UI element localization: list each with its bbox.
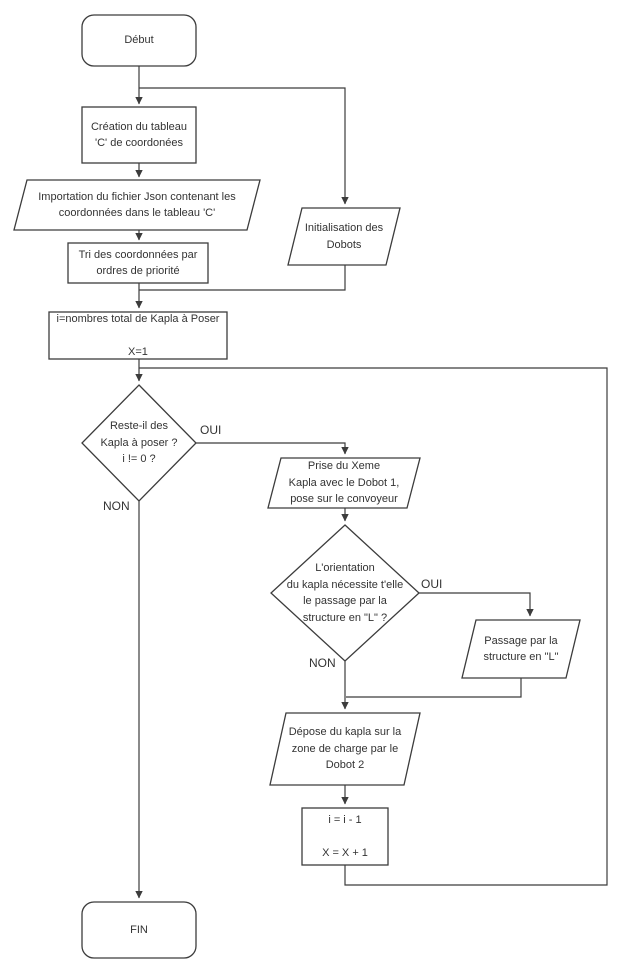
node-decision-orientation-shape bbox=[271, 525, 419, 661]
edge-decision1-oui-to-prise bbox=[196, 443, 345, 454]
node-depose-kapla-shape bbox=[270, 713, 420, 785]
node-import-json-label: Importation du fichier Json contenant les coordonnées dans le tableau 'C' bbox=[38, 190, 236, 219]
node-init-dobots-shape bbox=[288, 208, 400, 265]
node-sort-coords-label: Tri des coordonnées par ordres de priorité bbox=[78, 248, 198, 277]
node-decision-orientation-label: L'orientation du kapla nécessite t'elle le passage par la structure en "L" ? bbox=[286, 562, 404, 624]
edge-label-orientation-non: NON bbox=[309, 656, 336, 670]
node-depose-kapla-label: Dépose du kapla sur la zone de charge par le Dobot 2 bbox=[288, 726, 402, 772]
node-import-json-shape bbox=[14, 180, 260, 230]
edge-passage-merge bbox=[346, 678, 521, 697]
node-end-label: FIN bbox=[130, 923, 148, 936]
edge-decision2-oui-to-passage bbox=[419, 593, 530, 616]
node-prise-kapla-label: Prise du Xeme Kapla avec le Dobot 1, pose sur le convoyeur bbox=[288, 460, 400, 506]
node-decision-remaining-shape bbox=[82, 385, 196, 501]
node-sort-coords-shape bbox=[68, 243, 208, 283]
flow-nodes bbox=[14, 15, 580, 958]
node-decrement-shape bbox=[302, 808, 388, 865]
node-init-dobots-label: Initialisation des Dobots bbox=[304, 222, 384, 251]
edge-label-remaining-non: NON bbox=[103, 499, 130, 513]
node-init-vars-label: i=nombres total de Kapla à Poser X=1 bbox=[56, 312, 220, 358]
edge-label-orientation-oui: OUI bbox=[421, 577, 443, 591]
node-create-array-label: Création du tableau 'C' de coordonées bbox=[90, 120, 187, 149]
node-create-array-shape bbox=[82, 107, 196, 163]
node-passage-l-label: Passage par la structure en "L" bbox=[483, 634, 559, 663]
node-passage-l-shape bbox=[462, 620, 580, 678]
node-end-shape bbox=[82, 902, 196, 958]
edge-label-remaining-oui: OUI bbox=[200, 423, 222, 437]
node-decrement-label: i = i - 1 X = X + 1 bbox=[322, 813, 368, 859]
node-start-shape bbox=[82, 15, 196, 66]
node-decision-remaining-label: Reste-il des Kapla à poser ? i != 0 ? bbox=[100, 420, 178, 466]
node-start-label: Début bbox=[124, 34, 154, 47]
node-prise-kapla-shape bbox=[268, 458, 420, 508]
node-init-vars-shape bbox=[49, 312, 227, 359]
